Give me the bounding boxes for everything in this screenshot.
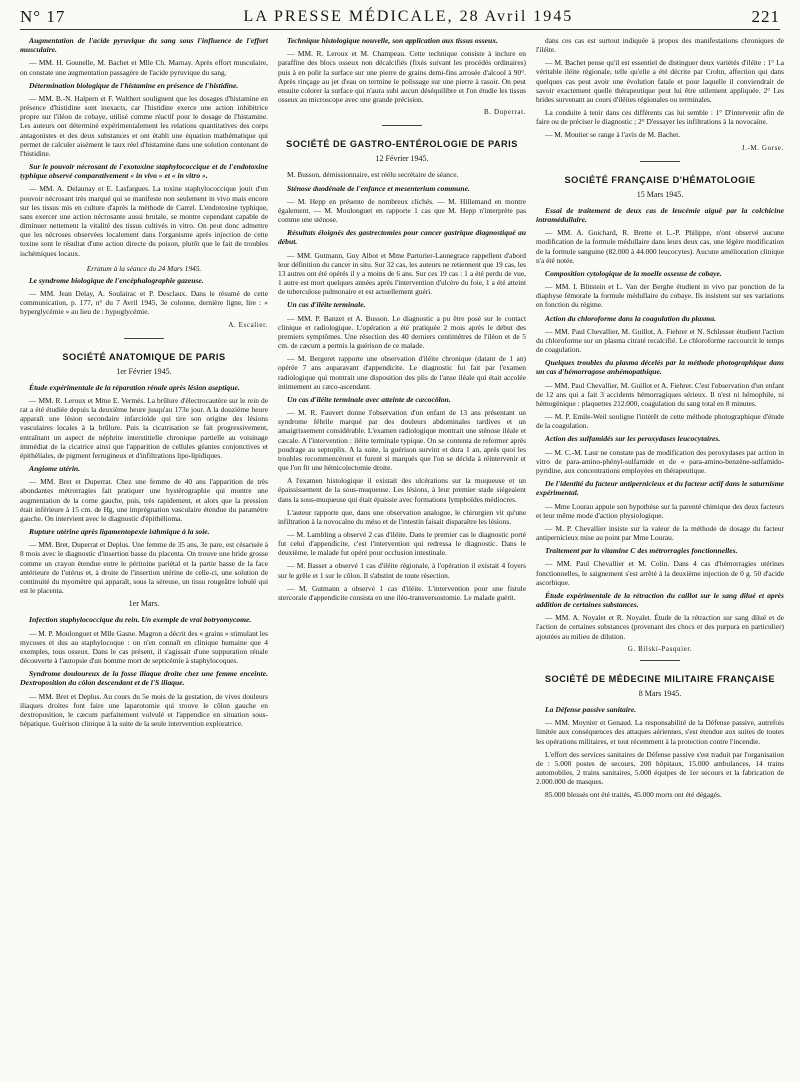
page-header <box>20 6 780 28</box>
paragraph: — M. Bachet pense qu'il est essentiel de distinguer deux variétés d'iléite : 1° La véritable iléite régionale, telle qu'elle a été décrite par Crohn, affection qui dans quelques cas peut avoir une évolution fatale et pour laquelle il conviendrait de savoir exactement quelle thérapeutique peut lui être utilement appliquée. 2° Les brides survenant au cours d'iléites régionales ou terminales. <box>536 58 784 104</box>
paragraph: — MM. Gutmann, Guy Albot et Mme Parturier-Lannegrace rappellent d'abord leur définition du cancer in situ. Sur 32 cas, les auteurs ne retiennent que 19 cas, les 13 autres ont été opérés il y a moins de 6 ans. Sur ces 19 cas : 1 a été perdu de vue, 1 autre est mort quelques années après l'intervention d'ulcère du foie, 1 a été atteint de tuberculose pulmonaire et est actuellement guéri. <box>278 250 526 297</box>
paragraph: — M. Gutmann a observé 1 cas d'iléite. L'intervention pour une fistule stercorale d'appendicite consista en une iléo-transversostomie. Le malade guérit. <box>278 583 526 602</box>
communication-title: Sur le pouvoir nécrosant de l'exotoxine staphylococcique et de l'endotoxine typhique observé comparativement « in vivo » et « in vitro ». <box>20 162 268 181</box>
communication-title: Un cas d'iléite terminale avec atteinte de cæcocôlon. <box>287 394 451 404</box>
paragraph: — M. Hepp en présente de nombreux clichés. — M. Hillemand en montre également. — M. Moulonguet en rapporte 1 cas que M. Hepp n'interprète pas comme une sténose. <box>278 196 526 225</box>
paragraph: — M. P. Moulonguet et Mlle Gasne. Magron a décrit des « grains » stimulant les mycoses et dus au staphylocoque : on n'en connaît en clinique humaine que 4 exemples, tous osseux. Dans le cas présent, il s'agissait d'une suppuration rénale découverte à l'autopsie d'un homme mort de septicémie à staphylocoques. <box>20 628 268 666</box>
communication-title: Résultats éloignés des gastrectomies pour cancer gastrique diagnostiqué au début. <box>278 228 526 247</box>
column-3 <box>536 36 784 1076</box>
article-columns <box>20 36 784 1076</box>
paragraph: — MM. Bret, Duperrat et Deplus. Une femme de 35 ans, 3e pare, est césarisée à 8 mois avec le diagnostic d'insertion basse du placenta. On trouve une bride grosse comme un crayon étendue entre le péritoine pariétal et la partie basse de la face antérieure de l'utérus et, à droite de l'insertion utérine de celle-ci, une solution de continuité du myomètre qui apparaît, sous la séreuse, un tissu rougeâtre lobulé qui est le placenta. <box>20 540 268 596</box>
communication-title: De l'identité du facteur antipernicieux et du facteur actif dans le saturnisme expérimental. <box>536 479 784 498</box>
session-date: 8 Mars 1945. <box>638 688 682 698</box>
journal-title: LA PRESSE MÉDICALE, 28 Avril 1945 <box>243 8 574 25</box>
communication-title: Étude expérimentale de la rétraction du caillot sur le sang dilué et après addition de certaines substances. <box>536 590 784 610</box>
signature: B. Duperrat. <box>484 108 526 117</box>
header-rule <box>20 29 780 30</box>
section-heading: SOCIÉTÉ DE GASTRO-ENTÉROLOGIE DE PARIS <box>286 139 518 150</box>
section-rule <box>640 660 680 661</box>
paragraph: — MM. R. Leroux et M. Champeau. Cette technique consiste à inclure en paraffine des blocs osseux non décalcifiés (fixés suivant les procédés ordinaires) puis à en polir la surface sur une pierre de grains demi-fins arrosée d'alcool à 90°. Après rinçage au jet d'eau on termine le polissage sur une pierre à rasoir. On peut ensuite colorer la surface qui n'aura subi aucun déséquilibre et l'on étudie les tissus osseux au microscope avec une grande précision. <box>278 49 526 104</box>
section-heading: SOCIÉTÉ FRANÇAISE D'HÉMATOLOGIE <box>564 174 756 185</box>
communication-title: Action du chloroforme dans la coagulation du plasma. <box>545 313 716 323</box>
paragraph: dans ces cas est surtout indiquée à propos des manifestations chroniques de l'iléite. <box>536 36 784 55</box>
section-heading: SOCIÉTÉ DE MÉDECINE MILITAIRE FRANÇAISE <box>544 673 776 684</box>
communication-title: Essai de traitement de deux cas de leucémie aiguë par la colchicine intramédullaire. <box>536 205 784 225</box>
section-rule <box>124 338 164 339</box>
paragraph: — MM. A. Guichard, R. Brette et L.-P. Philippe, n'ont observé aucune modification de la formule médullaire dans leurs deux cas, une légère modification de la formule sanguine (82.000 à 44.000 leucocytes). Aucune amélioration clinique n'a été notée. <box>536 228 784 265</box>
communication-title: Action des sulfamidés sur les peroxydases leucocytaires. <box>545 434 721 444</box>
communication-title: Détermination biologique de l'histamine en présence de l'histidine. <box>29 80 239 90</box>
paragraph: — MM. Paul Chevallier, M. Guillot et A. Fiehrer. C'est l'observation d'un enfant de 12 ans qui a fait 3 accidents hémorragiques sérieux. Il n'est ni hémophile, ni hémogénique : plaquettes 212.000, coagulation du sang total en 8 minutes. <box>536 380 784 408</box>
page-number: 221 <box>751 7 780 26</box>
paragraph: — MM. Bret et Deplus. Au cours du 5e mois de la gestation, de vives douleurs iliaques droites font faire une laparotomie qui trouve le côlon gauche en dextroposition, le cæcum parfaitement volvulé et l'appendice en situation sous-hépatique. Guérison clinique à la suite de la seule intervention exploratrice. <box>20 691 268 729</box>
paragraph: L'auteur rapporte que, dans une observation analogue, le chirurgien vit qu'une infiltration à la novocaïne du méso et de l'intestin faisait disparaître les lésions. <box>278 507 526 526</box>
paragraph: — MM. Moynier et Genaud. La responsabilité de la Défense passive, autrefois limitée aux conséquences des attaques aériennes, s'est étendue aux suites de toutes les opérations militaires, et tout récemment à la protection contre l'incendie. <box>536 718 784 746</box>
paragraph: — Mme Lourau appuie son hypothèse sur la parenté chimique des deux facteurs et leur même mode d'action physiologique. <box>536 501 784 520</box>
paragraph: L'effort des services sanitaires de Défense passive s'est traduit par l'organisation de : 5.000 postes de secours, 200 hôpitaux, 15.000 ambulances, 14 trains automobiles, 2 trains sanitaires, 5.000 équipes de 1er secours et la fabrication de 2.000.000 de masques. <box>536 749 784 787</box>
paragraph: — MM. Paul Chevallier, M. Guillot, A. Fiehrer et N. Schlesser étudient l'action du chloroforme sur un plasma citraté recalcifié. Le chloroforme raccourcit le temps de coagulation. <box>536 326 784 355</box>
communication-title: La Défense passive sanitaire. <box>545 705 637 714</box>
paragraph: — M. Bergeret rapporte une observation d'iléite chronique (datant de 1 an) opérée 7 ans auparavant d'appendicite. Le diagnostic fut fait par l'examen radiologique qui montrait une disposition des plis de l'anse iléale qui était accolée intimement au cæco-ascendant. <box>278 354 526 391</box>
paragraph: — MM. Paul Chevallier et M. Colin. Dans 4 cas d'hémorragies utérines fonctionnelles, le saignement s'est arrêté à la deuxième injection de 0 g. 50 d'acide ascorbique. <box>536 559 784 587</box>
paragraph: — MM. H. Gounelle, M. Bachet et Mlle Ch. Marnay. Après effort musculaire, on constate une augmentation passagère de l'acide pyruvique du sang. <box>20 58 268 77</box>
session-date: 12 Février 1945. <box>375 154 429 164</box>
communication-title: Étude expérimentale de la réparation rénale après lésion aseptique. <box>29 382 240 392</box>
session-date: 1er Février 1945. <box>116 366 172 376</box>
communication-title: Infection staphylococcique du rein. Un exemple de vrai botryomycome. <box>29 615 252 625</box>
session-date: 1er Mars. <box>128 599 160 609</box>
paragraph: — M. Lambling a observé 2 cas d'iléite. Dans le premier cas le diagnostic porté fut celui d'appendicite, c'est l'intervention qui redressa le diagnostic. Dans le deuxième, le malade fut opéré pour occlusion intestinale. <box>278 530 526 558</box>
column-1 <box>20 36 268 1076</box>
section-rule <box>640 161 680 162</box>
paragraph: — M. Moutier se range à l'avis de M. Bachet. <box>545 130 681 140</box>
communication-title: Sténose duodénale de l'enfance et mesenterium commune. <box>287 183 470 193</box>
column-2 <box>278 36 526 1076</box>
communication-title: Angiome utérin. <box>29 464 81 474</box>
communication-title: Syndrome douloureux de la fosse iliaque droite chez une femme enceinte. Dextroposition du côlon descendant et de l'S iliaque. <box>20 669 268 688</box>
paragraph: — MM. I. Blitstein et L. Van der Berghe étudient in vivo par ponction de la diaphyse fémorale la formule médullaire du cobaye. Ils insistent sur ses variations en fonction du régime. <box>536 282 784 310</box>
paragraph: 85.000 blessés ont été traités, 45.000 morts ont été dégagés. <box>545 790 722 800</box>
paragraph: — MM. B.-N. Halpern et F. Walthert soulignent que les dosages d'histamine en présence d'histidine sont inexacts, car l'histidine exerce une action inhibitrice propre sur l'iléon de cobaye, utilisé comme réactif pour le dosage de l'histamine. Les auteurs ont déterminé expérimentalement les relations quantitatives des corps antagonistes et des deux substances et ont établi une équation mathématique qui permet de calculer aisément le taux réel d'histamine dans une solution contenant de l'histidine. <box>20 93 268 158</box>
communication-title: Rupture utérine après ligamentopexie isthmique à la soie. <box>29 527 210 537</box>
communication-title: Traitement par la vitamine C des métrorragies fonctionnelles. <box>545 546 738 556</box>
paragraph: — M. P. Emile-Weil souligne l'intérêt de cette méthode photographique d'étude de la coagulation. <box>536 412 784 431</box>
signature: J.-M. Gorse. <box>741 143 784 152</box>
paragraph: — MM. Jean Delay, A. Soulairac et P. Desclaux. Dans le résumé de cette communication, p. 177, n° du 7 Avril 1945, 3e colonne, dernière ligne, lire : « hyperglycémie » au lieu de : hypoglycémie. <box>20 289 268 317</box>
paragraph: — M. P. Chevallier insiste sur la valeur de la méthode de dosage du facteur antipernicieux mise au point par Mme Lourau. <box>536 523 784 542</box>
signature: A. Escalier. <box>228 320 268 329</box>
signature: G. Bilski-Pasquier. <box>627 644 693 653</box>
communication-title: Augmentation de l'acide pyruvique du sang sous l'influence de l'effort musculaire. <box>20 36 268 55</box>
paragraph: A l'examen histologique il existait des ulcérations sur la muqueuse et un épaississement de la sous-muqueuse. Les lésions, à leur premier stade siégeaient dans la sous-muqueuse qui était épaissie avec formations lymphoïdes médiocres. <box>278 476 526 504</box>
erratum-heading: Erratum à la séance du 24 Mars 1945. <box>86 263 202 273</box>
paragraph: — MM. R. Leroux et Mme E. Vermès. La brûlure d'électrocautère sur le rein de rat a été étudiée depuis la deuxième heure jusqu'au 173e jour. A la douzième heure apparaît une lésion secondaire infarcioïde qui tire son origine des lésions vasculaires locales à la brûlure. Puis la cicatrisation se fait progressivement, entraînant un aspect de néphrite interstitielle chronique partielle au voisinage immédiat de la cicatrice ainsi que l'apparition de cellules géantes conjonctives et épithéliales, de pigment ferrugineux et d'infiltrations lipo-lipidiques. <box>20 396 268 460</box>
paragraph: La conduite à tenir dans ces différents cas lui semble : 1° D'intervenir afin de faire ou de préciser le diagnostic ; 2° D'essayer les infiltrations à la novocaïne. <box>536 108 784 127</box>
paragraph: — MM. P. Banzet et A. Busson. Le diagnostic a pu être posé sur le contact clinique et radiologique. L'opération a été pratiquée 2 mois après le début des premiers symptômes. Une résection des 40 derniers centimètres de l'iléon et de 5 cm. de cæcum a permis la guérison de ce malade. <box>278 313 526 351</box>
session-date: 15 Mars 1945. <box>636 189 684 199</box>
paragraph: — M. Basset a observé 1 cas d'iléite régionale, à l'opération il existait 4 foyers sur le grêle et 1 sur le côlon. Il s'abstint de toute résection. <box>278 561 526 580</box>
paragraph: — M. C.-M. Laur ne constate pas de modification des peroxydases par action in vitro de para-amino-phényl-sulfamide et de « para-amino-benzène-sulfamido-pyridine, aux concentrations employées en thérapeutique. <box>536 447 784 475</box>
issue-number: N° 17 <box>20 7 66 26</box>
communication-title: Composition cytologique de la moelle osseuse de cobaye. <box>545 268 722 278</box>
paragraph: — MM. Bret et Duperrat. Chez une femme de 40 ans l'apparition de très abondantes métrorragies fait pratiquer une hystérographie qui montre une augmentation de la corne gauche, puis, très rapidement, et alors que la pression était inférieure à 15 cm. de Hg, une imprégnation vasculaire étendue du paramètre gauche. On intervient avec le diagnostic d'épithélioma. <box>20 477 268 523</box>
paragraph: — MM. A. Noyalet et R. Noyalet. Étude de la rétraction sur sang dilué et de l'action de certaines substances (provenant des chocs et des purpura en particulier) ajoutées au milieu de dilution. <box>536 613 784 641</box>
section-heading: SOCIÉTÉ ANATOMIQUE DE PARIS <box>62 351 226 362</box>
paragraph: — MM. A. Delaunay et E. Lasfargues. La toxine staphylococcique jouit d'un pouvoir nécrosant très marqué qui se manifeste non seulement in vivo mais encore sur les tissus mis en culture d'après la méthode de Carrel. L'endotoxine typhique, sans exercer une action nécrosante aussi brutale, se montre cependant capable de diminuer nettement la vitalité des tissus cultivés in vitro. On peut donc admettre que les nécroses observées localement dans l'organisme après injection de cette toxine sont le résultat d'une action directe du poison, plutôt que le fait de troubles ischémiques locaux. <box>20 184 268 258</box>
section-rule <box>382 125 422 126</box>
communication-title: Quelques troubles du plasma décelés par la méthode photographique dans un cas d'hémorragose anhémopathique. <box>536 358 784 377</box>
communication-title: Le syndrome biologique de l'encéphalographie gazeuse. <box>29 275 204 285</box>
communication-title: Technique histologique nouvelle, son application aux tissus osseux. <box>287 36 498 45</box>
paragraph: — M. R. Fauvert donne l'observation d'un enfant de 13 ans présentant un syndrome fébrile marqué par des douleurs abdominales tardives et un amaigrissement considérable. L'examen radiologique montrait une sténose iléale et cæcale. A l'intervention : iléite terminale typique. On se contenta de refermer après poudrage au septoplix. A la suite, la guérison survint et dura 1 an, après quoi les troubles recommencèrent et furent si marqués que l'on se décida à réintervenir et que l'on fit une hémicolectomie droite. <box>278 408 526 473</box>
communication-title: Un cas d'iléite terminale. <box>287 300 366 310</box>
paragraph: M. Busson, démissionnaire, est réélu secrétaire de séance. <box>287 170 459 180</box>
